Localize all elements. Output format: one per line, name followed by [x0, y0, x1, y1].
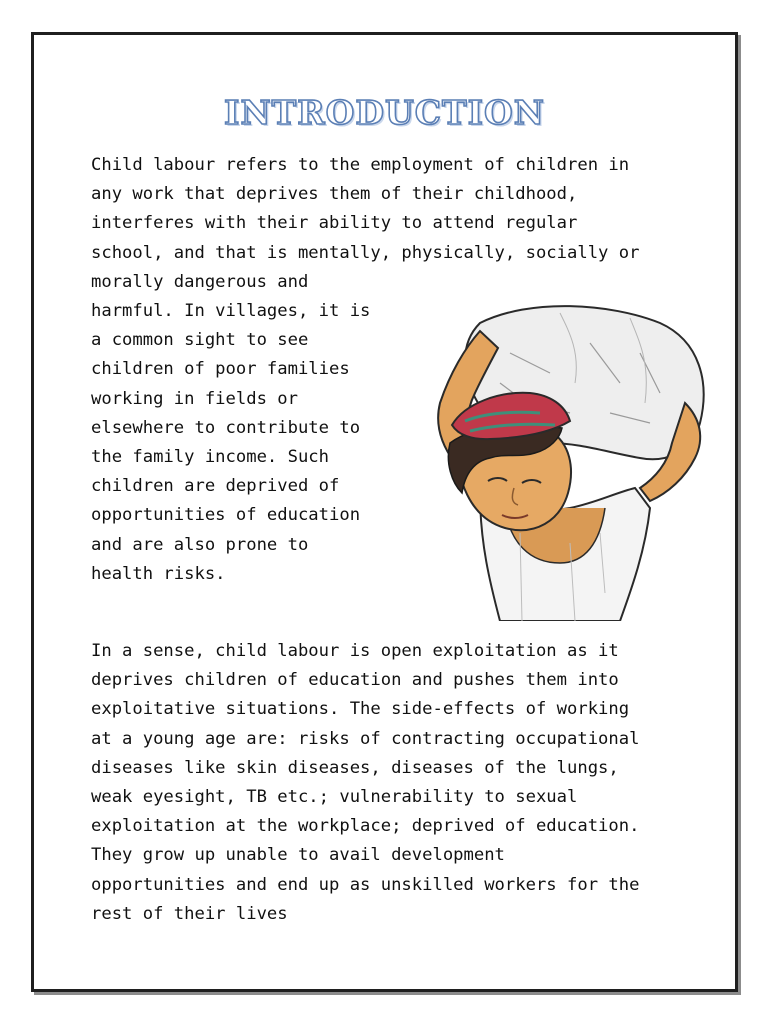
- exploitation-paragraph: In a sense, child labour is open exploitation as it deprives children of education and pushes them into exploitative situations. The side-effects of working at a young age are: risks of contracting occupational diseases like skin diseases, diseases of the lungs, weak eyesight, TB etc.; vulnerability to sexual exploitation at the workplace; deprived of education. They grow up unable to avail development opportunities and end up as unskilled workers for the rest of their lives: [91, 641, 640, 924]
- page-frame: [31, 32, 738, 992]
- intro-paragraph: Child labour refers to the employment of children in any work that deprives them of their childhood, interferes with their ability to attend regular school, and that is mentally, physically, socially or morally dangerous and harmful. In villages, it is a common sight to see children of poor families working in fields or elsewhere to contribute to the family income. Such children are deprived of opportunities of education and are also prone to health risks.: [91, 155, 640, 584]
- child-labourer-illustration-icon: [410, 293, 716, 621]
- page-title: INTRODUCTION: [224, 93, 545, 132]
